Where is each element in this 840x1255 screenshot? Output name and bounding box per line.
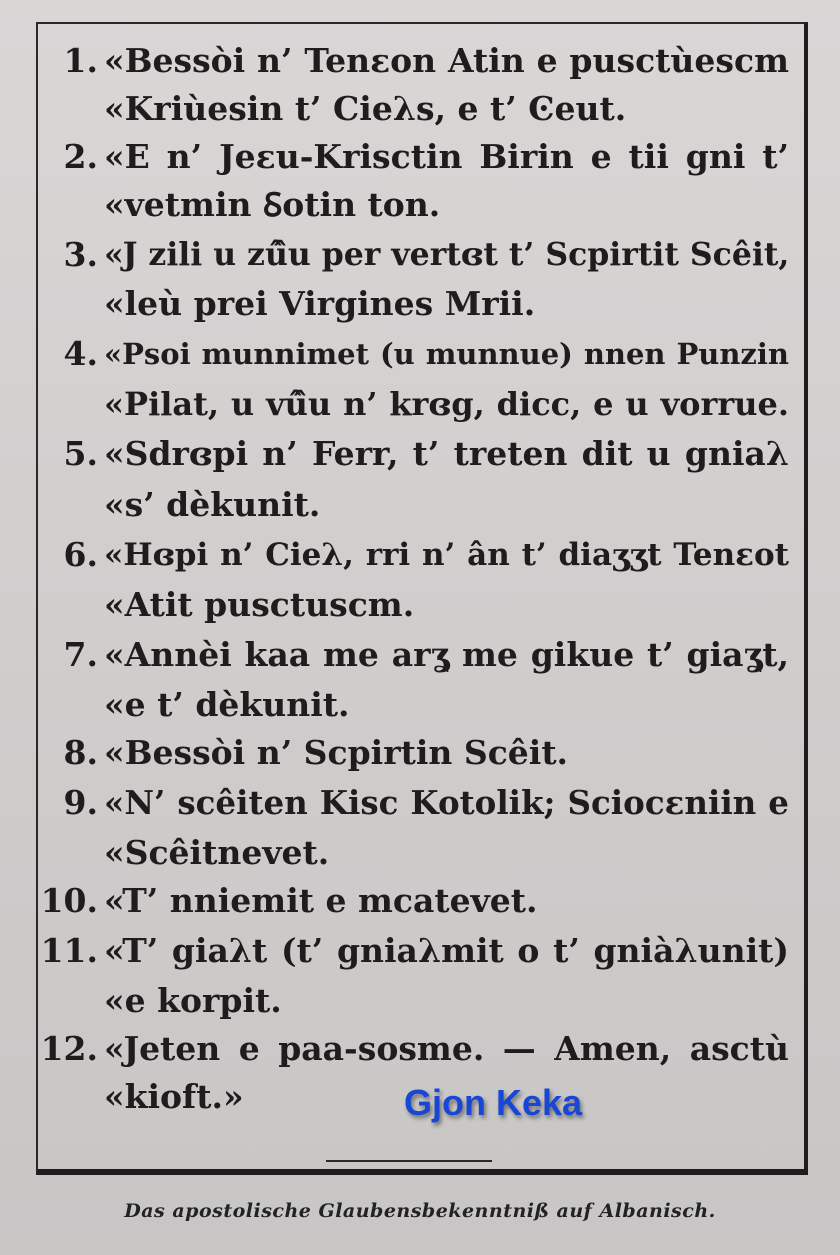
item-number: 3.	[63, 235, 98, 274]
list-item-continuation	[0, 379, 840, 429]
item-line: «Atit pusctuscm.	[104, 585, 415, 624]
item-line: «T’ nniemit e mcatevet.	[104, 881, 538, 920]
list-item	[0, 630, 840, 680]
item-line: «e t’ dèkunit.	[104, 685, 350, 724]
item-line: «s’ dèkunit.	[104, 485, 321, 524]
item-line: «Annèi kaa me arʓ me gikue t’ giaʓt,	[104, 635, 789, 674]
item-line: «J zili u zû̂u per vertɞt t’ Scpirtit Scêit,	[104, 236, 790, 273]
item-number: 5.	[63, 434, 98, 473]
list-item-continuation	[0, 480, 840, 530]
list-item	[0, 132, 840, 182]
list-item	[0, 36, 840, 86]
item-line: «Pilat, u vû̂u n’ krɞg, dicc, e u vorrue.	[104, 385, 789, 423]
item-line: «T’ giaλt (t’ gniaλmit o t’ gniàλunit)	[104, 931, 789, 970]
list-item	[0, 728, 840, 778]
item-number: 11.	[40, 931, 98, 970]
figure-caption: Das apostolische Glaubensbekenntniß auf Albanisch.	[124, 1200, 716, 1222]
watermark-text: Gjon Keka	[404, 1082, 583, 1123]
item-line: «Sdrɞpi n’ Ferr, t’ treten dit u gniaλ	[104, 434, 789, 473]
item-number: 7.	[63, 635, 98, 674]
item-line: «N’ scêiten Kisc Kotolik; Sciocεniin e	[104, 783, 789, 822]
item-line: «Bessòi n’ Tenεon Atin e pusctùescm	[104, 41, 789, 80]
list-item-continuation	[0, 976, 840, 1026]
item-number: 6.	[63, 535, 98, 574]
list-item-continuation	[0, 84, 840, 134]
list-item-continuation	[0, 828, 840, 878]
item-line: «E n’ Jeεu-Krisctin Birin e tii gni t’	[104, 137, 789, 176]
list-item	[0, 429, 840, 479]
item-line: «Kriùesin t’ Cieλs, e t’ Ͼeut.	[104, 89, 627, 128]
item-line: «vetmin Ꟙotin ton.	[104, 185, 441, 224]
item-number: 2.	[63, 137, 98, 176]
list-item-continuation	[0, 580, 840, 630]
list-item	[0, 530, 840, 580]
list-item-continuation	[0, 680, 840, 730]
item-line: «Hɞpi n’ Cieλ, rri n’ ân t’ diaʒʒt Tenεot	[104, 537, 789, 573]
item-number: 12.	[40, 1029, 98, 1068]
item-number: 8.	[63, 733, 98, 772]
list-item	[0, 230, 840, 280]
list-item	[0, 329, 840, 379]
item-line: «Bessòi n’ Scpirtin Scêit.	[104, 733, 569, 772]
item-line: «kioft.»	[104, 1077, 244, 1116]
list-item	[0, 926, 840, 976]
item-number: 10.	[40, 881, 98, 920]
list-item	[0, 778, 840, 828]
list-item	[0, 1024, 840, 1074]
item-number: 1.	[63, 41, 98, 80]
list-item	[0, 876, 840, 926]
item-line: «Scêitnevet.	[104, 833, 330, 872]
item-line: «e korpit.	[104, 981, 282, 1020]
list-item-continuation	[0, 279, 840, 329]
item-line: «Jeten e paa-sosme. — Amen, asctù	[104, 1029, 789, 1068]
item-number: 9.	[63, 783, 98, 822]
list-item-continuation	[0, 180, 840, 230]
item-line: «leù prei Virgines Mrii.	[104, 284, 536, 323]
item-line: «Psoi munnimet (u munnue) nnen Punzin	[104, 337, 789, 371]
item-number: 4.	[63, 334, 98, 373]
divider	[326, 1160, 492, 1162]
